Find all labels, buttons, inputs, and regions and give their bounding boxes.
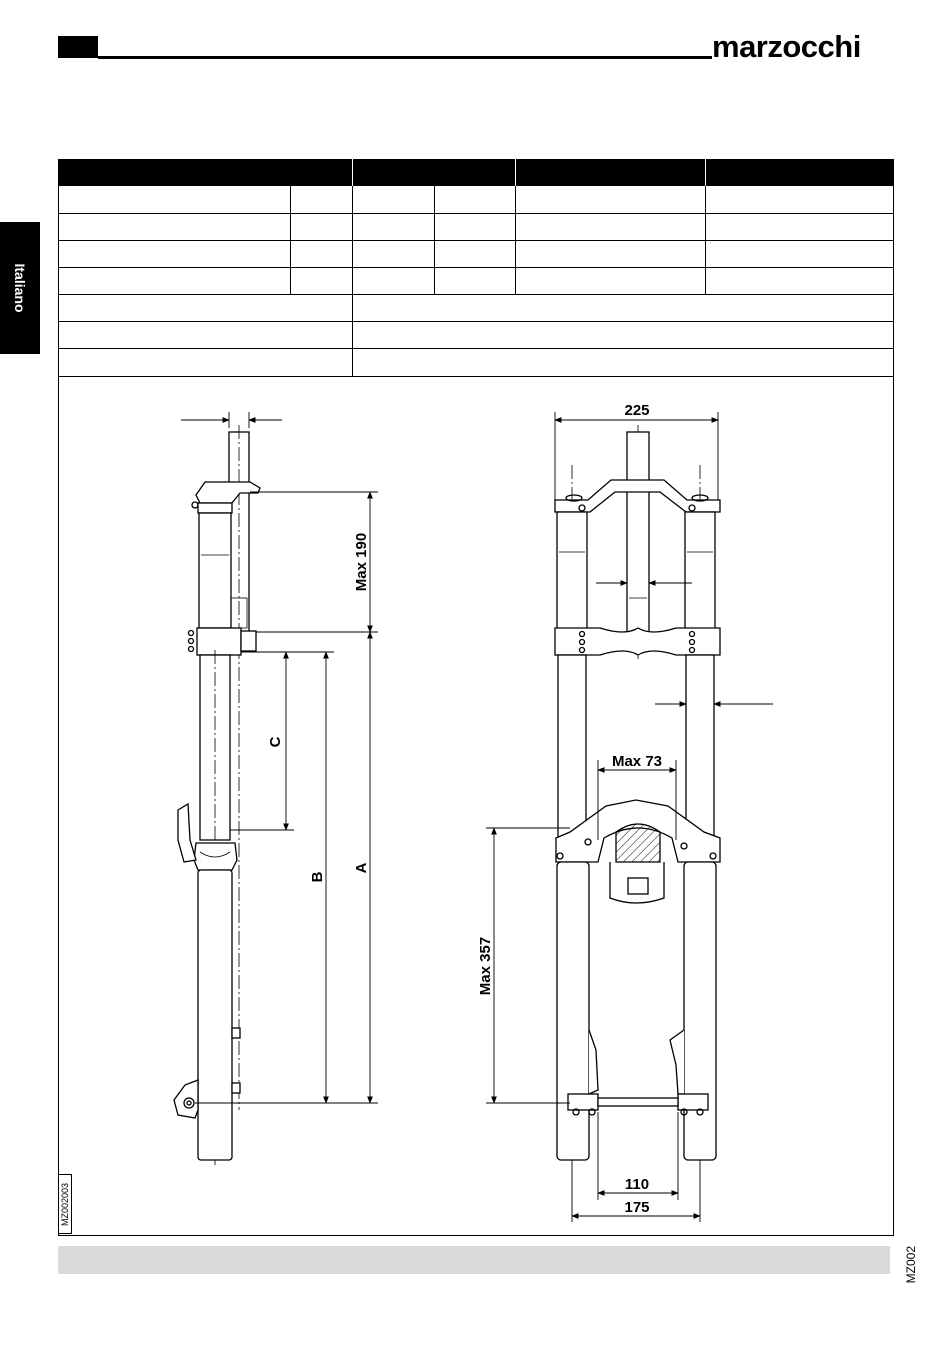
footer-bar [58,1246,890,1274]
side-view [174,425,260,1165]
brand-logo: marzocchi [712,29,861,64]
dim-110: 110 [624,1176,650,1193]
dim-max-190: Max 190 [353,532,370,592]
dim-label-b: B [309,871,326,883]
figure-code: MZ002003 [58,1174,72,1234]
dim-label-a: A [353,862,370,874]
dim-175: 175 [624,1199,650,1216]
dim-max-357: Max 357 [477,936,494,996]
language-label: Italiano [12,263,28,313]
side-page-code: MZ002 [904,1246,918,1284]
dim-max-73: Max 73 [611,753,663,770]
front-view [555,425,720,1165]
dim-label-c: C [267,736,284,748]
dim-225: 225 [624,402,650,419]
